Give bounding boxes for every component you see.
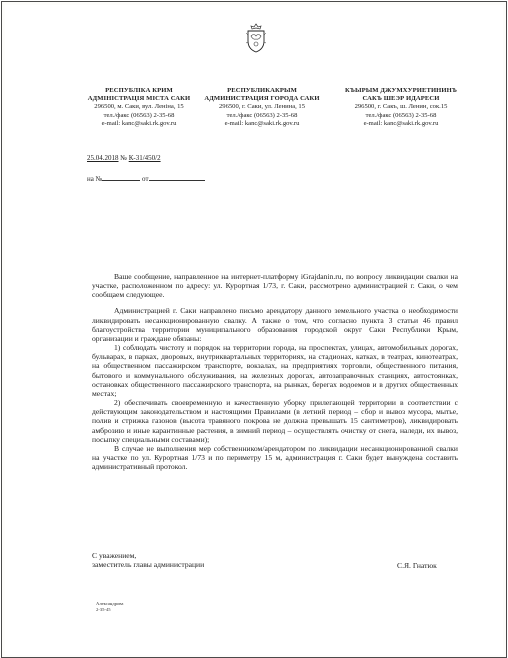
org-email: e-mail: kanc@saki.rk.gov.ru (224, 119, 300, 127)
signatory-position: заместитель главы администрации (92, 560, 205, 570)
executor-name: Александрова (96, 601, 124, 606)
document-frame (1, 1, 507, 658)
header-column-russian (197, 87, 327, 128)
org-name-line2: САКЪ ШЕЭР ИДАРЕСИ (362, 95, 440, 103)
org-phone: тел./факс (06563) 2-35-68 (365, 111, 437, 119)
org-phone: тел./факс (06563) 2-35-68 (103, 111, 175, 119)
executor-note (96, 601, 123, 613)
outgoing-reference (87, 154, 161, 162)
letter-date: 25.04.2018 (87, 154, 119, 162)
incoming-number-label: на № (87, 175, 103, 183)
body-paragraph-2: Администрацией г. Саки направлено письмо арендатору данного земельного участка о необходимости ликвидировать несанкционированную свалку. А также о том, что согласно пункта 3 статьи 46 правил благоустройства территории муниципального образования городской округ Саки Республики Крым, организации и граждане обязаны: (92, 306, 458, 343)
header-column-ukrainian (79, 87, 199, 128)
org-name-line2: АДМИНИСТРАЦИЯ ГОРОДА САКИ (204, 95, 320, 103)
org-email: e-mail: kanc@saki.rk.gov.ru (101, 119, 177, 127)
org-address: 296500, г. Саки, ул. Ленина, 15 (218, 103, 306, 111)
body-paragraph-4: 2) обеспечивать своевременную и качественную уборку прилегающей территории в соответствии с действующим законодательством и настоящими Правилами (в летний период – сбор и вывоз мусора, мытье, полив и стрижка газонов (высота травяного покрова не должна превышать 15 сантиметров), ликвидировать амброзию и иные карантинные растения, в зимний период – осуществлять очистку от снега, наледи, их вывоз, посыпку специальными составами); (92, 398, 458, 444)
incoming-date-blank (149, 173, 205, 181)
org-address: 296500, г. Сакъ, ш. Ленин, сок.15 (354, 103, 448, 111)
letter-page (5, 5, 503, 655)
org-name-line1: КЪЫРЫМ ДЖУМХУРИЕТИНИНЪ (344, 87, 457, 94)
org-name-line1: РЕСПУБЛИКАКРЫМ (227, 87, 297, 94)
number-label: № (120, 154, 127, 162)
body-paragraph-5: В случае не выполнения мер собственником/арендатором по ликвидации несанкционированной свалки на участке по ул. Курортная 1/73 и по периметру 15 м, администрация г. Саки будет вынуждена составить административный протокол. (92, 443, 458, 472)
org-name-line1: РЕСПУБЛІКА КРИМ (105, 87, 173, 94)
signature-block (92, 551, 204, 570)
incoming-number-blank (102, 173, 140, 181)
org-phone: тел./факс (06563) 2-35-68 (226, 111, 298, 119)
executor-phone: 2-35-45 (96, 607, 111, 612)
incoming-from-label: от (142, 175, 149, 183)
org-address: 296500, м. Саки, вул. Леніна, 15 (94, 103, 184, 111)
incoming-reference (87, 173, 205, 183)
closing-regards: С уважением, (92, 551, 137, 560)
header-column-crimean-tatar (331, 87, 471, 128)
coat-of-arms-emblem-icon (245, 23, 267, 53)
signatory-name: С.Я. Гнатюк (397, 561, 437, 570)
org-name-line2: АДМІНІСТРАЦІЯ МІСТА САКИ (87, 95, 191, 103)
body-paragraph-3: 1) соблюдать чистоту и порядок на территории города, на проспектах, улицах, автомобильных дорогах, бульварах, в парках, дворовых, внутриквартальных территориях, на стадионах, катках, в театрах, кинотеатрах, на общественном пассажирском транспорте, вокзалах, на предприятиях торговли, общественного питания, бытового и коммунального обслуживания, на железных дорогах, автозаправочных станциях, автостоянках, остановках общественного пассажирского транспорта, на рынках, берегах водоемов и в других общественных местах; (92, 343, 458, 398)
letter-body (92, 272, 458, 471)
org-email: e-mail: kanc@saki.rk.gov.ru (363, 119, 439, 127)
letter-number: К-31/450/2 (128, 154, 161, 162)
body-paragraph-1: Ваше сообщение, направленное на интернет-платформу iGrajdanin.ru, по вопросу ликвидации свалки на участке, расположенном по адресу: ул. Курортная 1/73, г. Саки, рассмотрено администрацией г. Саки, о чем сообщаем следующее. (92, 272, 458, 300)
